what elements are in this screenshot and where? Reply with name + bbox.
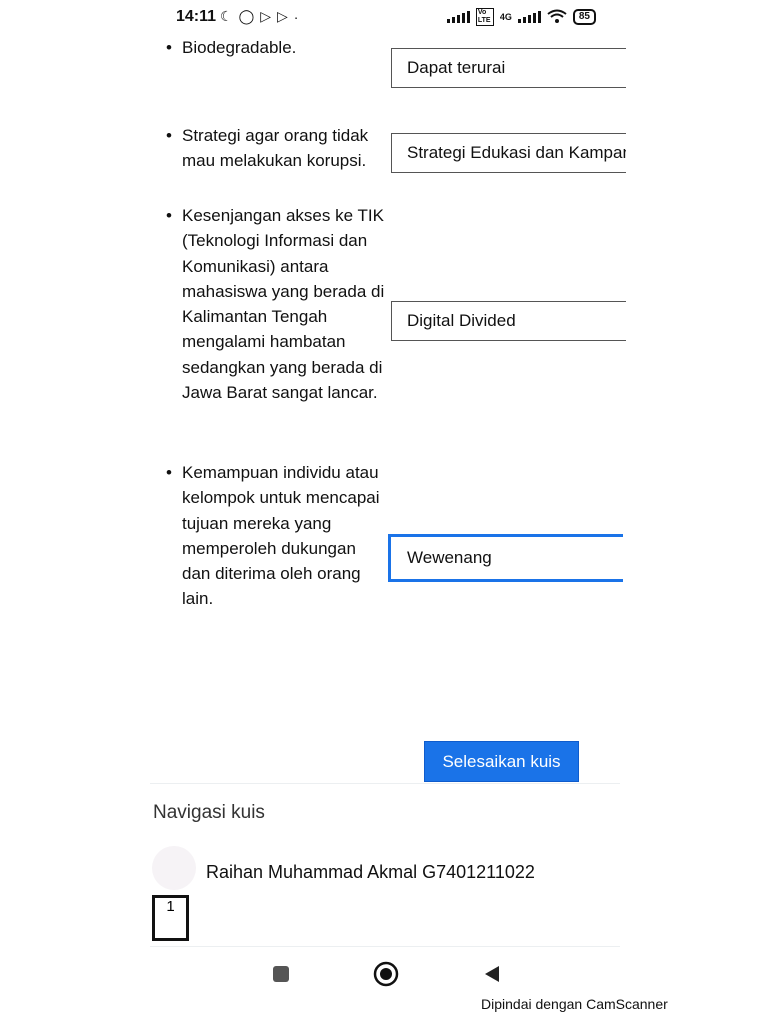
battery-icon: 85 bbox=[573, 9, 596, 25]
finish-quiz-button[interactable]: Selesaikan kuis bbox=[424, 741, 579, 782]
scanner-watermark: Dipindai dengan CamScanner bbox=[481, 996, 668, 1012]
home-button[interactable] bbox=[371, 960, 401, 988]
divider bbox=[150, 783, 620, 784]
divider bbox=[150, 946, 620, 947]
play-icon: ▷ bbox=[277, 8, 288, 24]
recents-button[interactable] bbox=[266, 960, 296, 988]
user-name: Raihan Muhammad Akmal G7401211022 bbox=[206, 862, 535, 882]
answer-input[interactable] bbox=[391, 133, 626, 173]
avatar bbox=[152, 846, 196, 890]
quiz-navigation-title: Navigasi kuis bbox=[153, 802, 265, 823]
status-right bbox=[447, 8, 596, 26]
bullet: • bbox=[166, 206, 172, 225]
question-text: Kemampuan individu atau kelompok untuk mencapai tujuan mereka yang memperoleh dukungan dan diterima oleh orang lain. bbox=[182, 463, 380, 609]
question-text: Biodegradable. bbox=[182, 38, 297, 57]
back-triangle-icon bbox=[482, 964, 502, 984]
question-text: Kesenjangan akses ke TIK (Teknologi Informasi dan Komunikasi) antara mahasiswa yang berada di Kalimantan Tengah mengalami hambatan sedangkan yang berada di Jawa Barat sangat lancar. bbox=[182, 206, 385, 403]
clock: 14:11 bbox=[176, 8, 217, 25]
question-nav-button[interactable]: 1 bbox=[152, 895, 189, 941]
signal-icon bbox=[447, 11, 470, 23]
signal-icon bbox=[518, 11, 541, 23]
status-bar bbox=[176, 8, 596, 30]
network-type: 4G bbox=[499, 12, 512, 22]
square-icon bbox=[272, 965, 290, 983]
wifi-icon bbox=[547, 9, 567, 26]
bullet: • bbox=[166, 463, 172, 482]
volte-icon: Vo LTE bbox=[476, 8, 494, 26]
answer-input[interactable] bbox=[391, 48, 626, 88]
dot-icon: · bbox=[293, 8, 299, 25]
bullet: • bbox=[166, 38, 172, 57]
question-text: Strategi agar orang tidak mau melakukan korupsi. bbox=[182, 126, 369, 171]
answer-input[interactable] bbox=[391, 301, 626, 341]
notification-icons bbox=[220, 8, 298, 25]
back-button[interactable] bbox=[477, 960, 507, 988]
play-icon: ▷ bbox=[260, 8, 272, 24]
bullet: • bbox=[166, 126, 172, 145]
answer-input-focused[interactable] bbox=[388, 534, 623, 582]
whatsapp-icon: ◯ bbox=[238, 8, 255, 24]
home-circle-icon bbox=[373, 961, 399, 987]
moon-icon: ☾ bbox=[220, 8, 233, 24]
